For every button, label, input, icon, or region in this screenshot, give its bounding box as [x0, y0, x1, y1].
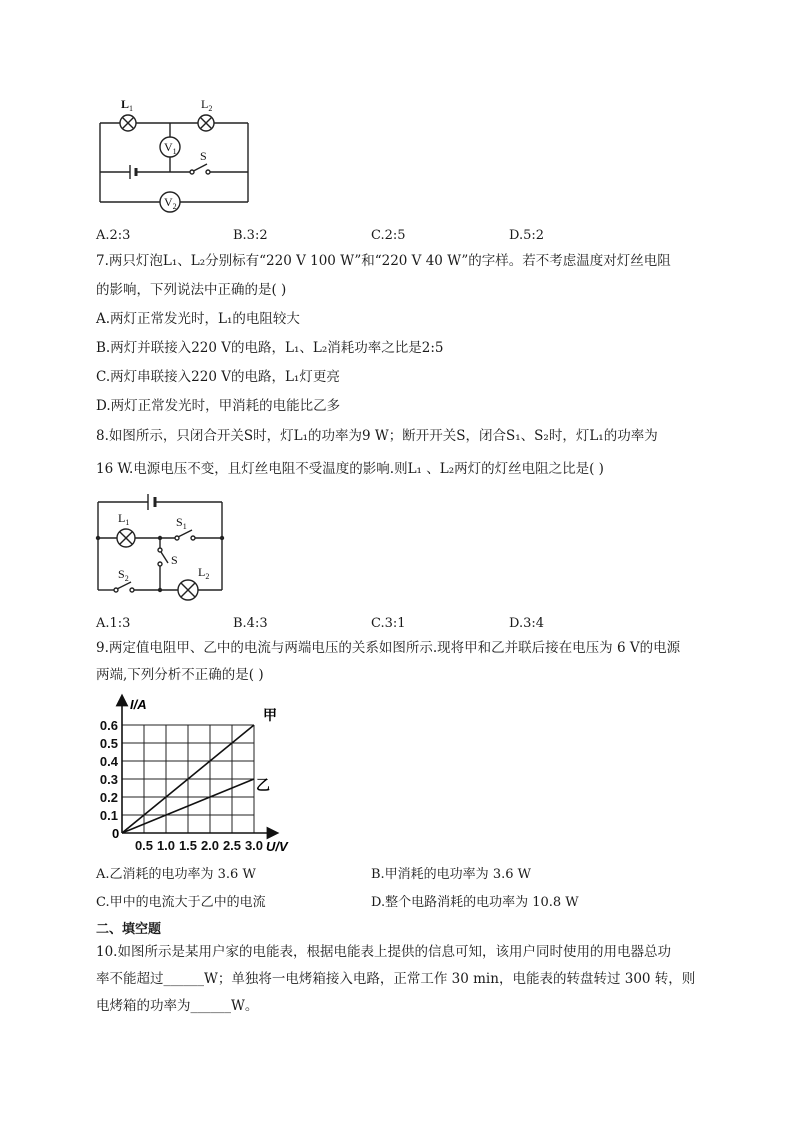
x-tick-label: 0.5 [134, 838, 154, 853]
circuit-diagram-2 [92, 486, 232, 606]
switch-S-icon [190, 164, 210, 174]
switch-S1-icon [175, 530, 195, 540]
label-L2: $L_2$ [198, 565, 210, 581]
origin-label: 0 [112, 826, 120, 841]
series-label-1: 甲 [263, 707, 277, 723]
q8-option-a[interactable]: A.1:3 [96, 616, 131, 631]
q9-stem-line2: 两端,下列分析不正确的是( ) [96, 667, 264, 683]
label-L1: $L_1$ [121, 97, 134, 113]
x-tick-label: 3.0 [244, 838, 264, 853]
switch-S-icon [158, 548, 168, 566]
q7-stem-line2: 的影响，下列说法中正确的是( ) [96, 282, 287, 298]
q9-option-c[interactable]: C.甲中的电流大于乙中的电流 [96, 895, 266, 910]
y-tick-label: 0.6 [99, 718, 118, 733]
q6-option-d[interactable]: D.5:2 [509, 228, 545, 243]
label-L1: $L_1$ [118, 511, 130, 527]
label-S1: $S_1$ [176, 515, 187, 531]
lamp-L2-icon [178, 580, 198, 600]
x-tick-label: 2.5 [222, 838, 242, 853]
q8-option-c[interactable]: C.3:1 [371, 616, 406, 631]
label-V1: $V_1$ [164, 140, 177, 156]
q9-stem-line1: 9.两定值电阻甲、乙中的电流与两端电压的关系如图所示.现将甲和乙并联后接在电压为 6 V的电源 [96, 640, 681, 656]
lamp-L2-icon [198, 115, 214, 131]
battery-icon [148, 494, 155, 510]
q7-option-d[interactable]: D.两灯正常发光时，甲消耗的电能比乙多 [96, 398, 341, 414]
q8-stem-line1: 8.如图所示，只闭合开关S时，灯L₁的功率为9 W；断开开关S，闭合S₁、S₂时，灯L₁的功率为 [96, 428, 658, 444]
q6-option-c[interactable]: C.2:5 [371, 228, 406, 243]
y-tick-label: 0.1 [99, 808, 118, 823]
y-axis-label: I/A [130, 697, 147, 712]
q7-option-a[interactable]: A.两灯正常发光时，L₁的电阻较大 [96, 311, 300, 327]
battery-icon [130, 165, 136, 179]
label-L2: $L_2$ [201, 97, 213, 113]
series-label-2: 乙 [256, 777, 270, 793]
section-heading: 二、填空题 [96, 922, 162, 937]
q7-option-b[interactable]: B.两灯并联接入220 V的电路，L₁、L₂消耗功率之比是2:5 [96, 340, 444, 356]
q7-option-c[interactable]: C.两灯串联接入220 V的电路，L₁灯更亮 [96, 369, 340, 385]
q10-stem-line1: 10.如图所示是某用户家的电能表，根据电能表上提供的信息可知，该用户同时使用的用电器总功 [96, 944, 671, 960]
x-tick-label: 1.0 [156, 838, 176, 853]
q9-option-d[interactable]: D.整个电路消耗的电功率为 10.8 W [371, 895, 579, 910]
label-S: S [200, 149, 207, 163]
lamp-L1-icon [120, 115, 136, 131]
q8-stem-line2: 16 W.电源电压不变，且灯丝电阻不受温度的影响.则L₁ 、L₂两灯的灯丝电阻之比是( ) [96, 461, 604, 477]
lamp-L1-icon [117, 529, 135, 547]
q6-option-b[interactable]: B.3:2 [233, 228, 268, 243]
y-tick-label: 0.5 [99, 736, 118, 751]
circuit-diagram-1 [92, 92, 262, 222]
label-S: S [171, 553, 178, 567]
x-axis-label: U/V [266, 839, 288, 854]
y-tick-label: 0.2 [99, 790, 118, 805]
switch-S2-icon [114, 582, 134, 592]
iu-graph [90, 692, 310, 857]
q10-stem-line3: 电烤箱的功率为______W。 [96, 998, 259, 1014]
y-tick-label: 0.3 [99, 772, 118, 787]
q6-option-a[interactable]: A.2:3 [96, 228, 131, 243]
label-S2: $S_2$ [118, 567, 129, 583]
q7-stem-line1: 7.两只灯泡L₁、L₂分别标有“220 V 100 W”和“220 V 40 W”的字样。若不考虑温度对灯丝电阻 [96, 253, 671, 269]
x-tick-label: 2.0 [200, 838, 220, 853]
y-tick-label: 0.4 [99, 754, 118, 769]
q10-stem-line2: 率不能超过______W；单独将一电烤箱接入电路，正常工作 30 min，电能表的转盘转过 300 转，则 [96, 971, 696, 987]
label-V2: $V_2$ [164, 195, 177, 211]
q8-option-b[interactable]: B.4:3 [233, 616, 268, 631]
q9-option-a[interactable]: A.乙消耗的电功率为 3.6 W [96, 867, 256, 882]
x-tick-label: 1.5 [178, 838, 198, 853]
q8-option-d[interactable]: D.3:4 [509, 616, 545, 631]
q9-option-b[interactable]: B.甲消耗的电功率为 3.6 W [371, 867, 531, 882]
